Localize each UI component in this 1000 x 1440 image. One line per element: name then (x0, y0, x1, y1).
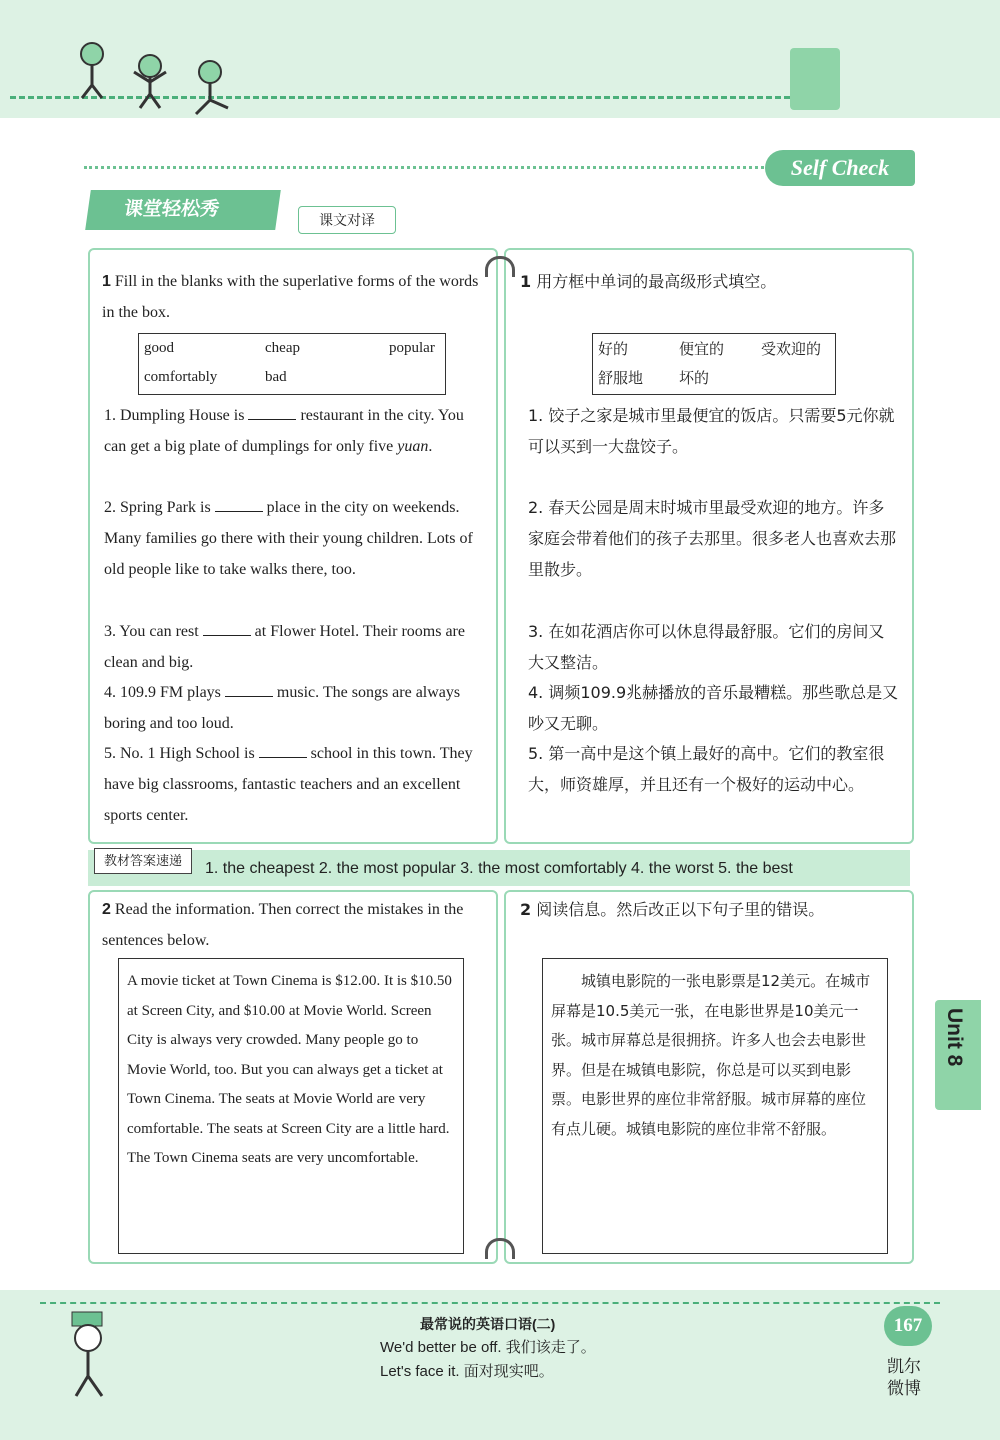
q2-cn-info-box: 城镇电影院的一张电影票是12美元。在城市屏幕是10.5美元一张，在电影世界是10美元一张。城市屏幕总是很拥挤。许多人也会去电影世界。但是在城镇电影院，你总是可以买到电影票。电影世界的座位非常舒服。城市屏幕的座位有点儿硬。城镇电影院的座位非常不舒服。 (542, 958, 888, 1254)
q2-cn-instruction (520, 894, 898, 925)
q1-cn-instruction (520, 266, 898, 297)
q1-item-1 (104, 400, 480, 462)
footer-line-1: We'd better be off. 我们该走了。 (380, 1339, 596, 1356)
q2-cn-number: 2 (520, 900, 532, 919)
q1-item-4 (104, 677, 480, 739)
cartoon-kid-icon (70, 40, 114, 100)
self-check-badge: Self Check (765, 150, 915, 186)
item-text-after: at Flower Hotel. Their rooms are clean and big. (104, 623, 465, 671)
word-box-item: popular (389, 340, 435, 356)
ring-icon (485, 256, 515, 277)
answer-blank[interactable] (225, 682, 273, 697)
word-box-item: 坏的 (679, 369, 710, 387)
cartoon-jumping-kid-icon (128, 52, 172, 112)
q2-instruction-text: Read the information. Then correct the mistakes in the sentences below. (102, 901, 464, 949)
q1-cn-word-box (592, 333, 836, 395)
ring-icon (485, 1238, 515, 1259)
answer-label: 教材答案速递 (94, 848, 192, 874)
item-text-after: place in the city on weekends. Many families go there with their young children. Lots of old people like to take walks there, too. (104, 499, 473, 578)
q1-cn-item-4: 4. 调频109.9兆赫播放的音乐最糟糕。那些歌总是又吵又无聊。 (528, 683, 899, 733)
brand-label: 凯尔微博 (887, 1357, 921, 1398)
cartoon-reading-kid-icon (60, 1310, 130, 1400)
q1-item-3 (104, 616, 480, 678)
item-number: 3. (104, 623, 116, 640)
item-text-before: Dumpling House is (120, 407, 245, 424)
item-italic: yuan (397, 438, 429, 455)
footer-title: 最常说的英语口语(二) (420, 1316, 556, 1332)
cartoon-sitting-kid-icon (188, 58, 232, 118)
q2-instruction (102, 894, 480, 956)
header-dash (10, 96, 790, 99)
q2-number: 2 (102, 901, 111, 918)
q2-cn-instruction-text: 阅读信息。然后改正以下句子里的错误。 (536, 900, 825, 919)
answer-blank[interactable] (215, 497, 263, 512)
section-banner: 课堂轻松秀 (85, 190, 281, 230)
q1-cn-item-5: 5. 第一高中是这个镇上最好的高中。它们的教室很大，师资雄厚，并且还有一个极好的运动中心。 (528, 744, 885, 794)
q1-instruction (102, 266, 480, 328)
word-box-item: 便宜的 (679, 340, 725, 358)
item-text-after: music. The songs are always boring and too loud. (104, 684, 461, 732)
item-text-before: You can rest (119, 623, 199, 640)
q1-item-5 (104, 738, 480, 831)
item-text-after: school in this town. They have big classrooms, fantastic teachers and an excellent sports center. (104, 745, 473, 824)
item-text-before: 109.9 FM plays (120, 684, 221, 701)
section-subtitle: 课文对译 (298, 206, 396, 234)
item-text-before: Spring Park is (120, 499, 211, 516)
q1-cn-item-2: 2. 春天公园是周末时城市里最受欢迎的地方。许多家庭会带着他们的孩子去那里。很多老人也喜欢去那里散步。 (528, 498, 897, 579)
answer-text: 1. the cheapest 2. the most popular 3. the most comfortably 4. the worst 5. the best (205, 860, 793, 877)
unit-label: Unit 8 (943, 1008, 966, 1067)
q1-cn-instruction-text: 用方框中单词的最高级形式填空。 (536, 272, 777, 291)
item-end: . (428, 438, 433, 455)
header-tab (790, 48, 840, 110)
answer-blank[interactable] (203, 621, 251, 636)
q1-cn-item-3: 3. 在如花酒店你可以休息得最舒服。它们的房间又大又整洁。 (528, 622, 885, 672)
word-box-item: good (144, 340, 174, 356)
word-box-item: 受欢迎的 (761, 340, 822, 358)
q1-word-box (138, 333, 446, 395)
item-number: 1. (104, 407, 116, 424)
page-number: 167 (884, 1306, 932, 1346)
q1-number: 1 (102, 273, 111, 290)
word-box-item: 舒服地 (598, 369, 644, 387)
answer-blank[interactable] (259, 743, 307, 758)
word-box-item: cheap (265, 340, 300, 356)
word-box-item: 好的 (598, 340, 629, 358)
word-box-item: comfortably (144, 369, 218, 385)
item-number: 4. (104, 684, 116, 701)
item-text-after: restaurant in the city. You can get a big plate of dumplings for only five (104, 407, 464, 455)
footer-dash (40, 1302, 940, 1304)
q1-cn-number: 1 (520, 272, 532, 291)
item-number: 5. (104, 745, 116, 762)
q1-instruction-text: Fill in the blanks with the superlative forms of the words in the box. (102, 273, 479, 321)
footer-line-2: Let's face it. 面对现实吧。 (380, 1363, 554, 1380)
word-box-item: bad (265, 369, 287, 385)
item-text-before: No. 1 High School is (120, 745, 255, 762)
q1-cn-item-1: 1. 饺子之家是城市里最便宜的饭店。只需要5元你就可以买到一大盘饺子。 (528, 406, 895, 456)
title-dotted-line (84, 166, 764, 169)
answer-blank[interactable] (248, 405, 296, 420)
item-number: 2. (104, 499, 116, 516)
q2-info-box: A movie ticket at Town Cinema is $12.00. It is $10.50 at Screen City, and $10.00 at Movie World. Screen City is always very crowded. Many people go to Movie World, too. But you can always get a ticket at Town Cinema. The seats at Movie World are very comfortable. The seats at Screen City are a little hard. The Town Cinema seats are very uncomfortable. (118, 958, 464, 1254)
q1-item-2 (104, 492, 480, 585)
